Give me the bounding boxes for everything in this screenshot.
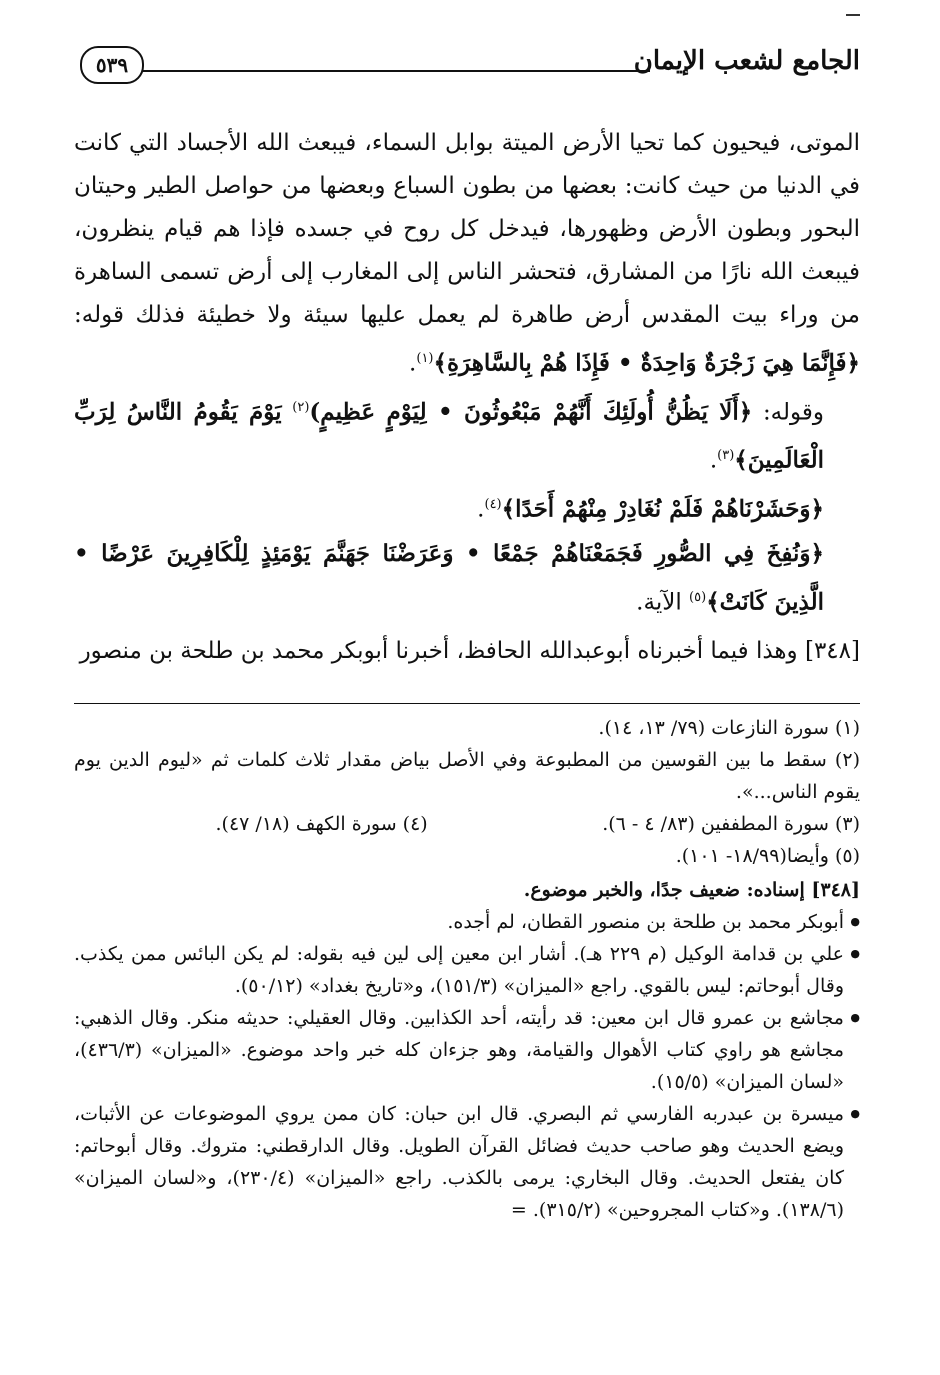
list-item: ● علي بن قدامة الوكيل (م ٢٢٩ هـ). أشار ابن معين إلى لين فيه بقوله: لم يكن البائس ممن يكذب. وقال أبوحاتم: ليس بالقوي. راجع «الميزان» (١٥١/٣)، و«تاريخ بغداد» (٥٠/١٢). [74,938,860,1002]
footnote: (٥) وأيضا(١٨/٩٩- ١٠١). [675,845,860,867]
footnote-ref: (٤) [484,496,502,512]
quran-verse: ﴿أَلَا يَظُنُّ أُولَئِكَ أَنَّهُمْ مَبْعُوثُونَ • لِيَوْمٍ عَظِيمٍ) [309,398,753,426]
footnote: (٢) سقط ما بين القوسين من المطبوعة وفي الأصل بياض مقدار ثلاث كلمات ثم «ليوم الدين يوم يقوم الناس...». [74,749,860,803]
footnote-row [74,808,860,840]
paragraph: ﴿وَحَشَرْنَاهُمْ فَلَمْ نُغَادِرْ مِنْهُمْ أَحَدًا﴾$^{(٤)}$. [477,495,824,523]
paragraph: الموتى، فيحيون كما تحيا الأرض الميتة بوابل السماء، فيبعث الله الأجساد التي كانت في الدنيا من حيث كانت: بعضها من بطون السباع وبعضها من حواصل الطير وحيتان البحور وبطون الأرض وظهورها، فيدخل كل روح في جسده فإذا هم قيام ينظرون، فيبعث الله نارًا من المشارق، فتحشر الناس إلى المغارب إلى أرض تسمى الساهرة من وراء بيت المقدس أرض طاهرة لم يعمل عليها سيئة ولا خطيئة فذلك قوله: ﴿فَإِنَّمَا هِيَ زَجْرَةٌ وَاحِدَةٌ • فَإِذَا هُمْ بِالسَّاهِرَةِ﴾$^{(١)}$. [74,130,860,377]
list-item: ● ميسرة بن عبدربه الفارسي ثم البصري. قال ابن حبان: كان ممن يروي الموضوعات عن الأثبات، ويضع الحديث وهو صاحب حديث فضائل القرآن الطويل. وقال الدارقطني: متروك. وقال أبوحاتم: كان يفتعل الحديث. وقال البخاري: يرمى بالكذب. راجع «الميزان» (٢٣٠/٤)، و«لسان الميزان» (١٣٨/٦). و«كتاب المجروحين» (٣١٥/٢). = [74,1098,860,1226]
footnote: (١) سورة النازعات (٧٩/ ١٣، ١٤). [598,717,860,739]
hadith-paragraph [74,630,860,673]
list-item: ● مجاشع بن عمرو قال ابن معين: قد رأيته، أحد الكذابين. وقال العقيلي: حديثه منكر. وقال الذهبي: مجاشع هو راوي كتاب الأهوال والقيامة، وهو جزءان كله خبر واحد موضوع. «الميزان» (٤٣٦/٣)، «لسان الميزان» (١٥/٥). [74,1002,860,1098]
narrator-list [74,906,860,1226]
footnote-ref: (٥) [689,589,707,605]
footnote: (٤) سورة الكهف (١٨/ ٤٧). [215,813,428,835]
quran-verse: يَوْمَ يَقُومُ النَّاسُ لِرَبِّ الْعَالَمِينَ﴾ [74,398,824,474]
quran-verse: ﴿وَنُفِخَ فِي الصُّورِ فَجَمَعْنَاهُمْ جَمْعًا • وَعَرَضْنَا جَهَنَّمَ يَوْمَئِذٍ لِلْكَافِرِينَ عَرْضًا • الَّذِينَ كَانَتْ﴾ [74,539,824,616]
quran-verse: ﴿فَإِنَّمَا هِيَ زَجْرَةٌ وَاحِدَةٌ • فَإِذَا هُمْ بِالسَّاهِرَةِ﴾ [433,349,860,377]
hadith-text: وهذا فيما أخبرناه أبوعبدالله الحافظ، أخبرنا أبوبكر محمد بن طلحة بن منصور [79,638,798,665]
footnote: (٣) سورة المطففين (٨٣/ ٤ - ٦). [602,813,860,835]
hadith-number: [٣٤٨] [804,638,860,665]
header-rule [142,70,650,72]
page-header [80,40,860,92]
footnote-ref: (١) [416,351,434,366]
quran-verse: ﴿وَحَشَرْنَاهُمْ فَلَمْ نُغَادِرْ مِنْهُمْ أَحَدًا﴾ [501,495,824,523]
footnotes [74,712,860,1226]
paragraph [74,532,860,625]
page-number: ٥٣٩ [80,46,144,84]
corner-mark [846,14,860,16]
running-title: الجامع لشعب الإيمان [633,46,860,76]
footnote-ref: (٣) [717,448,735,464]
paragraph-text: وقوله: [762,399,825,426]
paragraph-text: الآية. [636,589,682,616]
paragraph: وقوله: ﴿أَلَا يَظُنُّ أُولَئِكَ أَنَّهُمْ مَبْعُوثُونَ • لِيَوْمٍ عَظِيمٍ)$^{(٢)}$ يَوْمَ يَقُومُ النَّاسُ لِرَبِّ الْعَالَمِينَ﴾$^{(٣)}$. [74,398,825,474]
takhrij-heading: [٣٤٨] إسناده: ضعيف جدًا، والخبر موضوع. [523,879,860,901]
footnote-separator [74,703,860,704]
paragraph-text: الموتى، فيحيون كما تحيا الأرض الميتة بوابل السماء، فيبعث الله الأجساد التي كانت في الدنيا من حيث كانت: بعضها من بطون السباع وبعضها من حواصل الطير وحيتان البحور وبطون الأرض وظهورها، فيدخل كل روح في جسده فإذا هم قيام ينظرون، فيبعث الله نارًا من المشارق، فتحشر الناس إلى المغارب إلى أرض تسمى الساهرة من وراء بيت المقدس أرض طاهرة لم يعمل عليها سيئة ولا خطيئة فذلك قوله: [74,130,860,328]
footnote-ref: (٢) [292,399,310,415]
list-item: ● أبوبكر محمد بن طلحة بن منصور القطان، لم أجده. [74,906,860,938]
main-text [74,122,860,673]
